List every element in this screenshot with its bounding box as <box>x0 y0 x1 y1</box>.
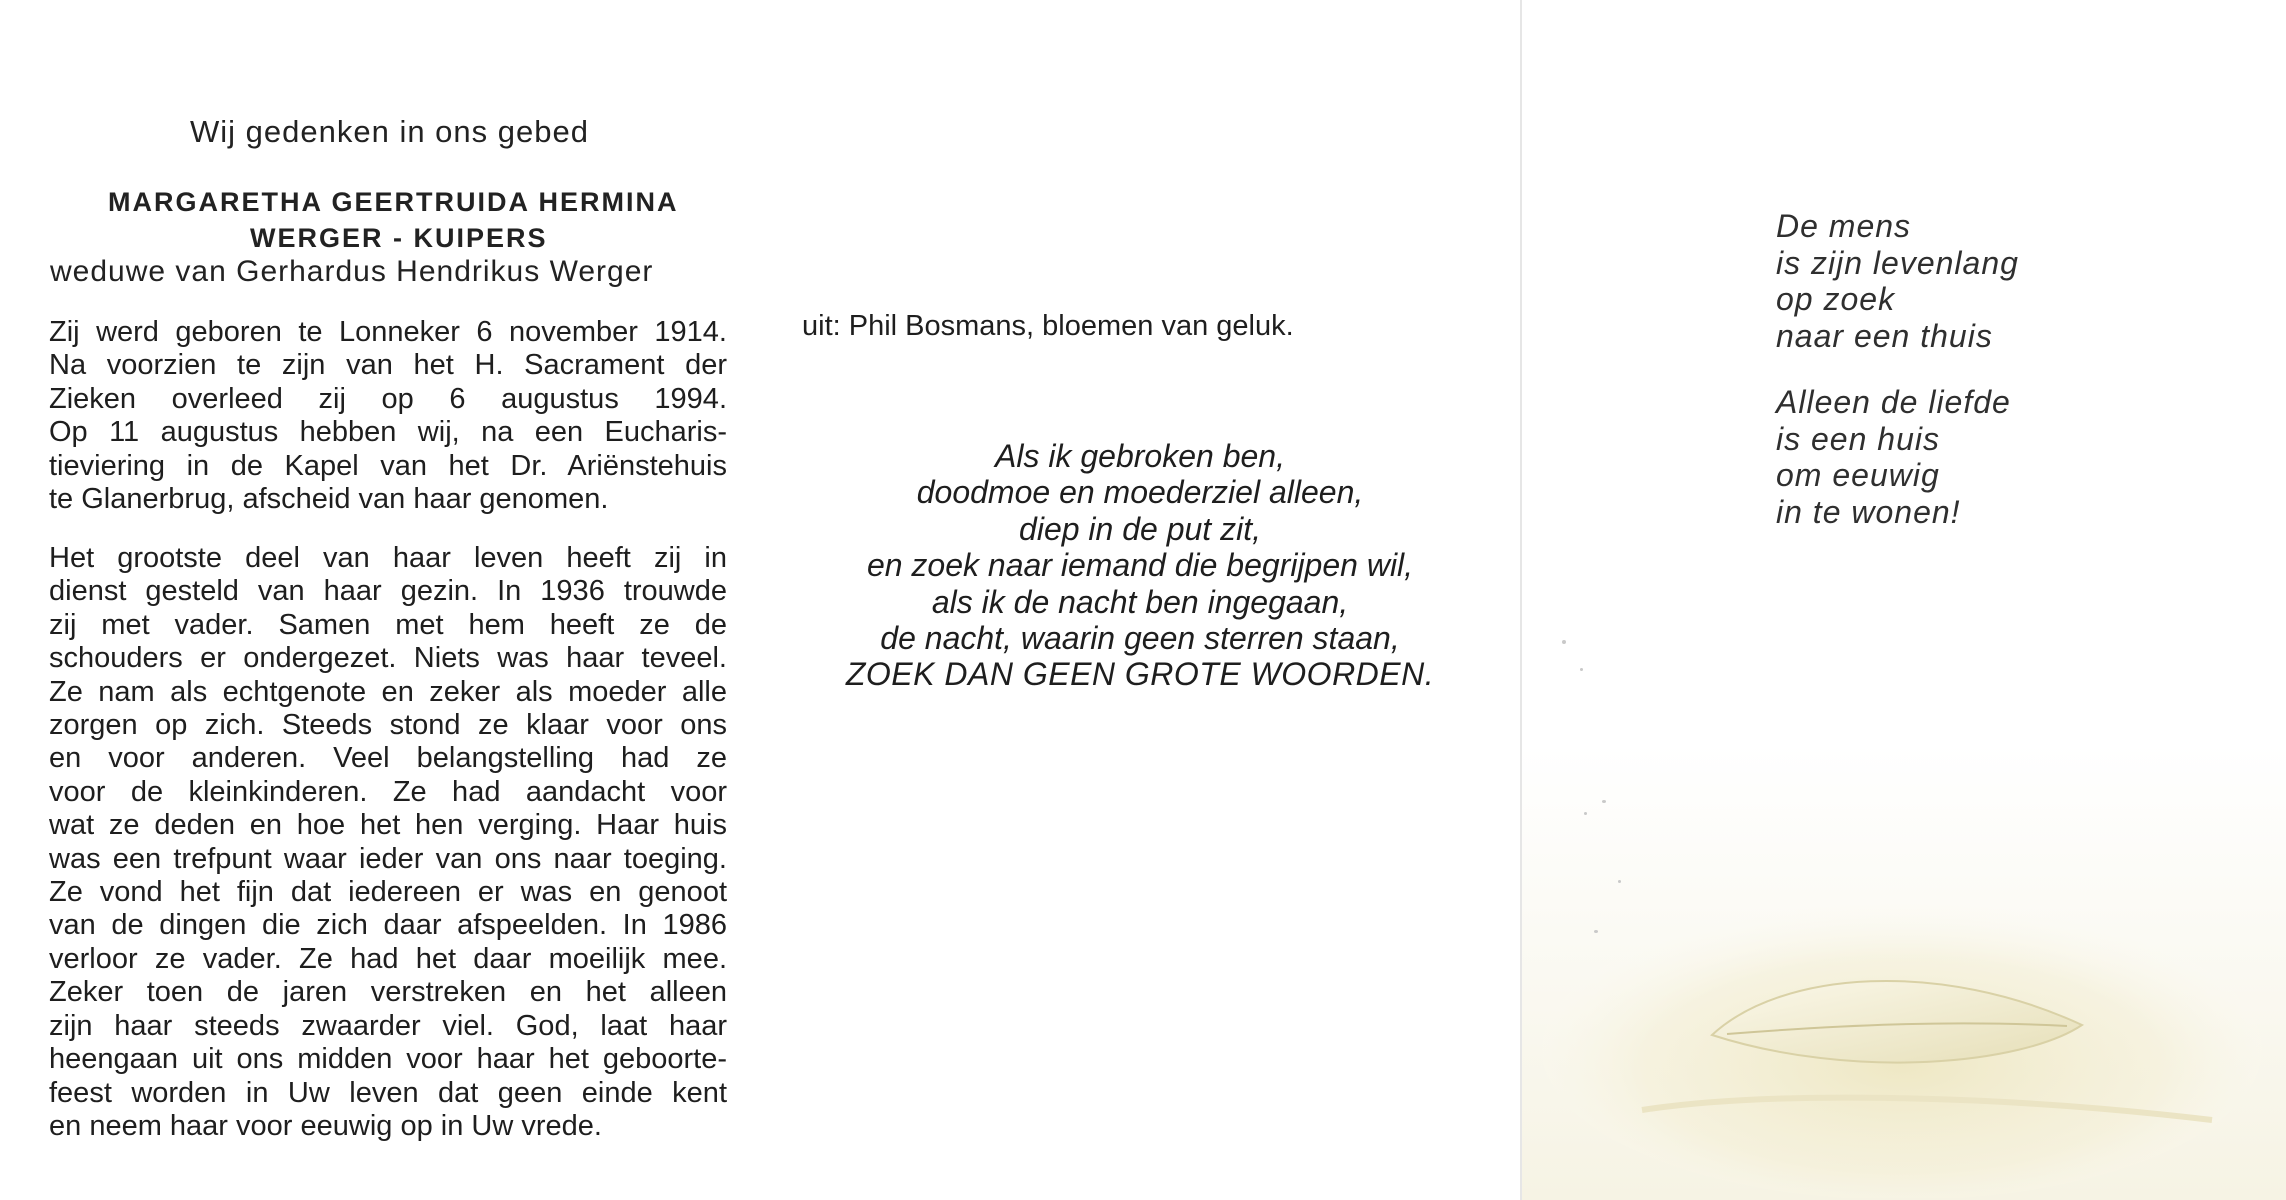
paragraph-line: en voor anderen. Veel belangstelling had ze <box>49 742 727 775</box>
paragraph-line: Zeker toen de jaren verstreken en het alleen <box>49 976 727 1009</box>
biography-paragraph-2 <box>49 542 727 1143</box>
paragraph-line: Na voorzien te zijn van het H. Sacrament der <box>49 349 727 382</box>
paragraph-line: verloor ze vader. Ze had het daar moeilijk mee. <box>49 942 727 975</box>
paragraph-line: Ze vond het fijn dat iedereen er was en genoot <box>49 876 727 909</box>
biography-paragraph-1 <box>49 316 727 516</box>
paragraph-line: heengaan uit ons midden voor haar het geboorte- <box>49 1043 727 1076</box>
verse-line: in te wonen! <box>1776 493 1961 530</box>
paragraph-line: en neem haar voor eeuwig op in Uw vrede. <box>49 1109 602 1142</box>
paragraph-line: dienst gesteld van haar gezin. In 1936 trouwde <box>49 575 727 608</box>
paragraph-line: tieviering in de Kapel van het Dr. Ariënstehuis <box>49 449 727 482</box>
paragraph-line: Zij werd geboren te Lonneker 6 november 1914. <box>49 316 727 348</box>
left-panel <box>0 0 760 1200</box>
verse-line: naar een thuis <box>1776 317 1993 354</box>
poem-line: en zoek naar iemand die begrijpen wil, <box>866 547 1414 584</box>
speck <box>1602 800 1606 803</box>
paragraph-line: zijn haar steeds zwaarder viel. God, laat haar <box>49 1009 727 1042</box>
verse-line: om eeuwig <box>1776 457 1940 493</box>
verse-line: is zijn levenlang <box>1776 244 2019 281</box>
verse-line: op zoek <box>1776 281 1896 317</box>
poem-line: Als ik gebroken ben, <box>995 438 1285 474</box>
verse-line: Alleen de liefde <box>1776 384 2011 420</box>
paragraph-line: wat ze deden en hoe het hen verging. Haar huis <box>49 809 727 842</box>
paragraph-line: was een trefpunt waar ieder van ons naar toeging. <box>49 842 727 875</box>
middle-panel <box>760 0 1520 1200</box>
paragraph-line: van de dingen die zich daar afspeelden. In 1986 <box>49 909 727 942</box>
verse-line: is een huis <box>1776 420 1940 457</box>
paragraph-line: voor de kleinkinderen. Ze had aandacht voor <box>49 775 727 808</box>
poem-line: de nacht, waarin geen sterren staan, <box>880 620 1400 657</box>
poem-line: ZOEK DAN GEEN GROTE WOORDEN. <box>845 656 1435 693</box>
paragraph-line: zij met vader. Samen met hem heeft ze de <box>49 608 727 641</box>
leaf-illustration <box>1522 820 2286 1198</box>
paragraph-line: Zieken overleed zij op 6 augustus 1994. <box>49 382 727 415</box>
speck <box>1618 880 1621 883</box>
poem-line: doodmoe en moederziel alleen, <box>916 474 1364 511</box>
deceased-name: MARGARETHA GEERTRUIDA HERMINA <box>108 187 679 217</box>
paragraph-line: Op 11 augustus hebben wij, na een Eucharis- <box>49 416 727 449</box>
speck <box>1580 668 1583 671</box>
intro-text: Wij gedenken in ons gebed <box>190 114 589 149</box>
paragraph-line: schouders er ondergezet. Niets was haar teveel. <box>49 642 727 675</box>
widow-of-text: weduwe van Gerhardus Hendrikus Werger <box>50 255 654 288</box>
paragraph-line: Ze nam als echtgenote en zeker als moeder alle <box>49 675 727 708</box>
quote-source: uit: Phil Bosmans, bloemen van geluk. <box>802 310 1294 342</box>
speck <box>1584 812 1587 815</box>
deceased-surname: WERGER - KUIPERS <box>250 223 548 253</box>
paragraph-line: zorgen op zich. Steeds stond ze klaar voor ons <box>49 709 727 742</box>
right-panel <box>1520 0 2286 1200</box>
paragraph-line: te Glanerbrug, afscheid van haar genomen. <box>49 483 609 516</box>
verse-line: De mens <box>1776 208 1912 244</box>
poem-line: diep in de put zit, <box>1019 510 1261 547</box>
poem-line: als ik de nacht ben ingegaan, <box>931 583 1349 620</box>
paragraph-line: feest worden in Uw leven dat geen einde kent <box>49 1076 727 1109</box>
speck <box>1594 930 1598 933</box>
verse <box>1776 208 2019 530</box>
speck <box>1562 640 1566 644</box>
paragraph-line: Het grootste deel van haar leven heeft zij in <box>49 542 727 574</box>
poem <box>800 438 1480 693</box>
verse-gap <box>1776 354 2019 384</box>
